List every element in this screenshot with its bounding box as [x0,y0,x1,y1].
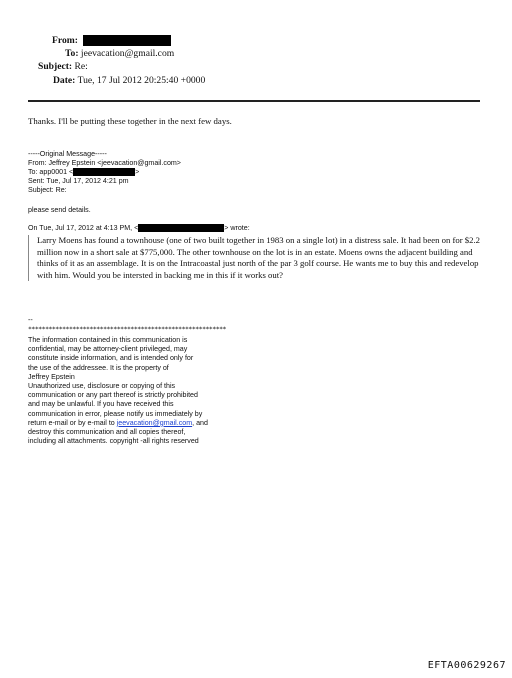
quoted-message: Larry Moens has found a townhouse (one of two built together in 1983 on a single lot) in a distress sale. It had been on for $2.2 million now in a short sale at $775,000. The other townhouse on the lot is in an estate. Moens owns the adjacent building and thinks of it as an assemblage. It is on the Intracoastal just north of the par 3 golf course. He wants me to buy this and redevelop with him. Would you be intersted in backing me in this if it works out? [28,235,493,281]
original-to [28,168,139,177]
to-value: jeevacation@gmail.com [80,48,175,59]
date-row [53,75,205,87]
original-to-prefix: To: app0001 < [28,168,74,176]
from-row [52,35,171,47]
disclaimer-line: the use of the addressee. It is the property of [28,363,169,372]
disclaimer-line: including all attachments. copyright -all rights reserved [28,437,199,446]
disclaimer-line: Unauthorized use, disclosure or copying of this [28,382,176,391]
original-subject: Subject: Re: [28,186,67,194]
signature-stars: ********************************************************** [28,325,226,333]
disclaimer [28,336,208,446]
disclaimer-email-suffix: , and [192,418,208,427]
disclaimer-line: Jeffrey Epstein [28,372,75,381]
disclaimer-line: and may be unlawful. If you have received this [28,400,174,409]
disclaimer-line: communication in error, please notify us immediately by [28,409,203,418]
disclaimer-email-line [28,419,208,428]
date-label: Date: [53,75,76,86]
original-divider: -----Original Message----- [28,150,107,158]
disclaimer-email-prefix: return e-mail or by e-mail to [28,418,117,427]
email-link[interactable]: jeevacation@gmail.com [116,418,193,427]
redaction-bar [73,168,135,176]
subject-label: Subject: [38,61,73,72]
disclaimer-line: destroy this communication and all copies thereof, [28,428,186,437]
to-label: To: [65,48,79,59]
disclaimer-line: constitute inside information, and is intended only for [28,354,194,363]
subject-value: Re: [74,61,88,72]
signature-dashes: -- [28,316,33,324]
original-to-suffix: > [135,168,140,176]
wrote-suffix: > wrote: [224,224,250,232]
original-from: From: Jeffrey Epstein <jeevacation@gmail.com> [28,159,181,167]
bates-number: EFTA00629267 [427,660,506,671]
header-divider [28,100,480,102]
disclaimer-line: communication or any part thereof is strictly prohibited [28,391,198,400]
subject-row [38,61,88,73]
redaction-bar [83,35,171,46]
from-label: From: [52,35,78,46]
wrote-prefix: On Tue, Jul 17, 2012 at 4:13 PM, < [28,224,139,232]
wrote-line [28,224,250,233]
original-body: please send details. [28,206,91,214]
disclaimer-line: confidential, may be attorney-client privileged, may [28,345,188,354]
redaction-bar [138,224,224,232]
disclaimer-line: The information contained in this communication is [28,336,188,344]
original-sent: Sent: Tue, Jul 17, 2012 4:21 pm [28,177,129,185]
to-row [65,48,174,60]
reply-text: Thanks. I'll be putting these together in the next few days. [28,116,232,126]
date-value: Tue, 17 Jul 2012 20:25:40 +0000 [77,75,206,86]
